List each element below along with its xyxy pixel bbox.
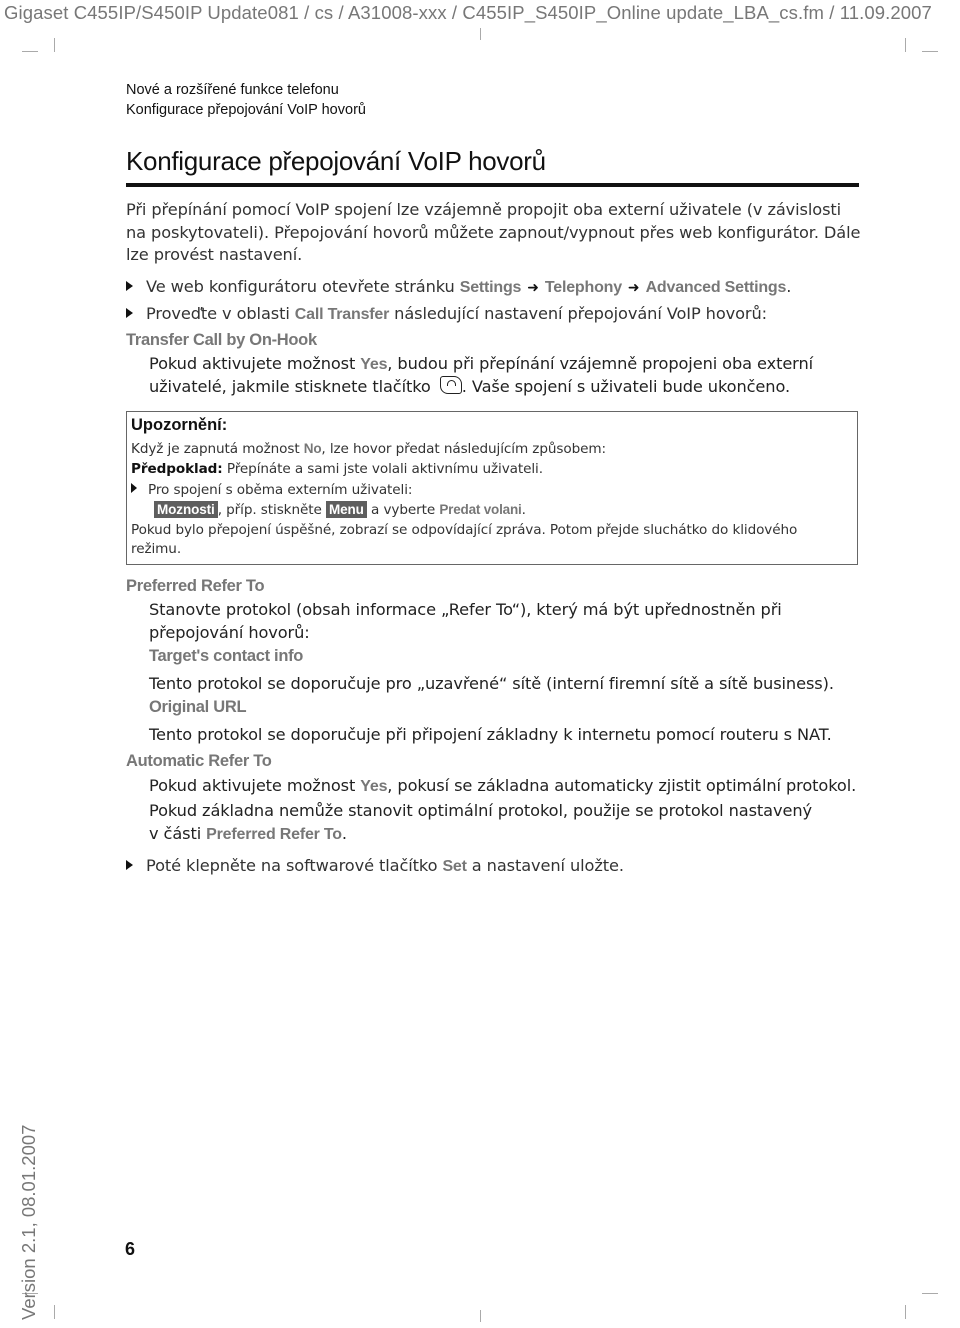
note-line: Moznosti , příp. stiskněte Menu a vyberte Predat volani. bbox=[154, 501, 526, 518]
title-rule bbox=[126, 183, 859, 187]
right-arrow-icon: ➜ bbox=[527, 280, 539, 296]
softkey-moznosti: Moznosti bbox=[154, 501, 218, 518]
preferred-desc-line1: Stanovte protokol (obsah informace „Refer To“), který má být upřednostněn při bbox=[149, 600, 782, 619]
menu-path-advanced: Advanced Settings bbox=[645, 279, 787, 296]
crop-mark bbox=[480, 28, 481, 40]
option-original-desc: Tento protokol se doporučuje při připojení základny k internetu pomocí routeru s NAT. bbox=[149, 725, 832, 744]
page-number: 6 bbox=[125, 1239, 136, 1259]
term-preferred-refer-to: Preferred Refer To bbox=[126, 577, 265, 595]
note-line: Když je zapnutá možnost No, lze hovor předat následujícím způsobem: bbox=[131, 441, 606, 457]
crop-mark bbox=[480, 1310, 481, 1322]
crop-mark bbox=[905, 38, 906, 52]
note-line: Předpoklad: Přepínáte a sami jste volali aktivnímu uživateli. bbox=[131, 461, 543, 477]
note-line: režimu. bbox=[131, 541, 182, 557]
on-hook-desc-line2: uživatelé, jakmile stisknete tlačítko . Vaše spojení s uživateli bude ukončeno. bbox=[149, 377, 791, 396]
end-call-key-icon bbox=[440, 376, 462, 394]
bullet-arrow-icon bbox=[131, 483, 137, 493]
right-arrow-icon: ➜ bbox=[627, 280, 640, 296]
crop-mark bbox=[54, 38, 55, 52]
on-hook-desc-line1: Pokud aktivujete možnost Yes, budou při přepínání vzájemně propojeni oba externí bbox=[149, 354, 814, 373]
running-head-section: Konfigurace přepojování VoIP hovorů bbox=[126, 102, 366, 118]
file-header bbox=[0, 0, 960, 26]
note-line: Pro spojení s oběma externím uživateli: bbox=[131, 482, 412, 498]
ui-call-transfer: Call Transfer bbox=[294, 306, 390, 323]
note-title: Upozornění: bbox=[131, 416, 228, 434]
crop-mark bbox=[922, 51, 938, 52]
softkey-menu: Menu bbox=[326, 501, 367, 518]
bullet-arrow-icon bbox=[126, 281, 133, 291]
menu-path-settings: Settings bbox=[459, 279, 522, 296]
note-box bbox=[126, 411, 858, 565]
automatic-desc-line1: Pokud aktivujete možnost Yes, pokusí se základna automaticky zjistit optimální protokol. bbox=[149, 776, 857, 795]
automatic-desc-line2: Pokud základna nemůže stanovit optimální protokol, použije se protokol nastavený bbox=[149, 801, 812, 820]
ui-set: Set bbox=[442, 858, 467, 875]
step-open-page: Ve web konfigurátoru otevřete stránku Settings ➜ Telephony ➜ Advanced Settings. bbox=[126, 277, 791, 297]
page-title: Konfigurace přepojování VoIP hovorů bbox=[126, 146, 546, 176]
option-target-contact: Target's contact info bbox=[149, 647, 304, 665]
intro-paragraph: Při přepínání pomocí VoIP spojení lze vzájemně propojit oba externí uživatele (v závislosti na poskytovateli). Přepojování hovorů můžete zapnout/vypnout přes web konfigurátor. Dále lze provést nastavení. bbox=[126, 200, 861, 264]
version-sidebar: Version 2.1, 08.01.2007 bbox=[18, 1124, 39, 1320]
bullet-arrow-icon bbox=[126, 860, 133, 870]
preferred-desc-line2: přepojování hovorů: bbox=[149, 623, 310, 642]
note-line: Pokud bylo přepojení úspěšné, zobrazí se odpovídající zpráva. Potom přejde sluchátko do klidového bbox=[131, 522, 798, 538]
crop-mark bbox=[54, 1305, 55, 1319]
automatic-desc-line3: v části Preferred Refer To. bbox=[149, 824, 347, 843]
running-head-chapter: Nové a rozšířené funkce telefonu bbox=[126, 82, 339, 98]
crop-mark bbox=[22, 51, 38, 52]
option-original-url: Original URL bbox=[149, 698, 247, 716]
menu-path-telephony: Telephony bbox=[544, 279, 622, 296]
crop-mark bbox=[905, 1305, 906, 1319]
crop-mark bbox=[922, 1293, 938, 1294]
bullet-arrow-icon bbox=[126, 308, 133, 318]
step-call-transfer: Proveďte v oblasti Call Transfer následující nastavení přepojování VoIP hovorů: bbox=[126, 304, 767, 324]
step-save: Poté klepněte na softwarové tlačítko Set a nastavení uložte. bbox=[126, 856, 624, 876]
term-transfer-on-hook: Transfer Call by On-Hook bbox=[126, 331, 317, 349]
file-header-text: Gigaset C455IP/S450IP Update081 / cs / A31008-xxx / C455IP_S450IP_Online update_LBA_cs.fm / 11.09.2007 bbox=[4, 2, 932, 23]
term-automatic-refer-to: Automatic Refer To bbox=[126, 752, 272, 770]
option-target-desc: Tento protokol se doporučuje pro „uzavřené“ sítě (interní firemní sítě a sítě business). bbox=[149, 674, 834, 693]
